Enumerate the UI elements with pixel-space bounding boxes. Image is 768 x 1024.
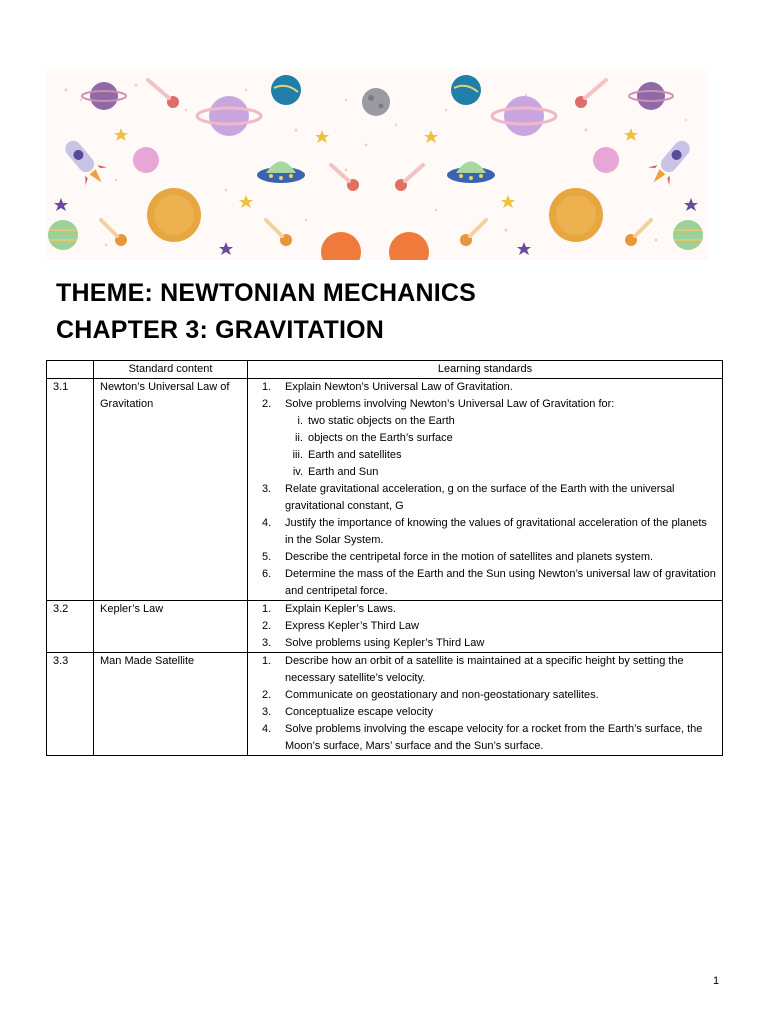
- list-item: [254, 396, 716, 481]
- comet-icon: [460, 220, 486, 246]
- list-item: [254, 618, 716, 635]
- list-item: [254, 379, 716, 396]
- item-number: 6.: [262, 568, 272, 580]
- item-text: Solve problems using Kepler’s Third Law: [285, 637, 485, 649]
- chapter-heading: CHAPTER 3: GRAVITATION: [56, 316, 385, 344]
- comet-icon: [148, 80, 179, 108]
- sub-list: [285, 413, 716, 481]
- item-text: Describe how an orbit of a satellite is maintained at a specific height by setting the necessary satellite’s velocity.: [285, 655, 684, 684]
- sub-item-text: two static objects on the Earth: [308, 415, 455, 427]
- planet-icon: [593, 147, 619, 173]
- item-text: Explain Newton’s Universal Law of Gravitation.: [285, 381, 513, 393]
- item-text: Solve problems involving Newton’s Universal Law of Gravitation for:: [285, 398, 615, 410]
- sub-item-number: iii.: [292, 449, 303, 461]
- planet-icon: [82, 82, 126, 110]
- item-number: 4.: [262, 723, 272, 735]
- sub-item-text: Earth and satellites: [308, 449, 402, 461]
- ufo-icon: [257, 162, 305, 184]
- item-text: Determine the mass of the Earth and the Sun using Newton’s universal law of gravitation and centripetal force.: [285, 568, 716, 597]
- section-code: 3.3: [47, 653, 94, 756]
- item-text: Relate gravitational acceleration, g on the surface of the Earth with the universal gravitational constant, G: [285, 483, 675, 512]
- sub-item-number: iv.: [292, 466, 303, 478]
- list-item: [254, 566, 716, 600]
- item-number: 5.: [262, 551, 272, 563]
- learning-standards-cell: [248, 653, 723, 756]
- item-number: 3.: [262, 706, 272, 718]
- rocket-icon: [57, 134, 112, 192]
- item-number: 2.: [262, 398, 272, 410]
- item-number: 2.: [262, 620, 272, 632]
- planet-icon: [271, 75, 301, 105]
- table-row: [47, 601, 723, 653]
- learning-standards-cell: [248, 601, 723, 653]
- item-text: Explain Kepler’s Laws.: [285, 603, 396, 615]
- item-number: 2.: [262, 689, 272, 701]
- header-learning-standards: Learning standards: [248, 361, 723, 379]
- list-item: [254, 601, 716, 618]
- learning-standards-list: [254, 653, 716, 755]
- comet-icon: [266, 220, 292, 246]
- list-item: [254, 704, 716, 721]
- planet-icon: [133, 147, 159, 173]
- section-code: 3.1: [47, 379, 94, 601]
- planet-icon: [629, 82, 673, 110]
- list-item: [254, 481, 716, 515]
- list-item: [254, 687, 716, 704]
- standard-content: Man Made Satellite: [94, 653, 248, 756]
- sub-item-number: i.: [297, 415, 303, 427]
- learning-standards-list: [254, 379, 716, 600]
- item-text: Justify the importance of knowing the values of gravitational acceleration of the planets in the Solar System.: [285, 517, 707, 546]
- theme-heading: THEME: NEWTONIAN MECHANICS: [56, 279, 477, 307]
- table-row: [47, 379, 723, 601]
- item-number: 1.: [262, 381, 272, 393]
- sub-item-number: ii.: [295, 432, 303, 444]
- ufo-icon: [447, 162, 495, 184]
- list-item: [254, 721, 716, 755]
- learning-standards-table: [46, 360, 723, 756]
- standard-content: Newton’s Universal Law of Gravitation: [94, 379, 248, 601]
- item-number: 3.: [262, 483, 272, 495]
- header-code: [47, 361, 94, 379]
- list-item: [254, 653, 716, 687]
- sun-icon: [147, 188, 201, 242]
- planet-icon: [48, 220, 78, 250]
- header-standard-content: Standard content: [94, 361, 248, 379]
- rocket-icon: [643, 134, 698, 192]
- comet-icon: [575, 80, 606, 108]
- sub-list-item: [285, 413, 716, 430]
- planet-icon: [197, 96, 261, 136]
- item-text: Conceptualize escape velocity: [285, 706, 433, 718]
- item-text: Solve problems involving the escape velocity for a rocket from the Earth’s surface, the Moon’s surface, Mars’ surface and the Sun’s surface.: [285, 723, 703, 752]
- planet-icon: [673, 220, 703, 250]
- space-banner: [46, 70, 708, 260]
- comet-icon: [395, 165, 423, 191]
- sun-icon: [549, 188, 603, 242]
- planet-icon: [451, 75, 481, 105]
- planet-icon: [492, 96, 556, 136]
- item-number: 3.: [262, 637, 272, 649]
- comet-icon: [101, 220, 127, 246]
- standard-content: Kepler’s Law: [94, 601, 248, 653]
- comet-icon: [331, 165, 359, 191]
- table-header-row: [47, 361, 723, 379]
- sub-item-text: Earth and Sun: [308, 466, 379, 478]
- item-number: 4.: [262, 517, 272, 529]
- sub-list-item: [285, 430, 716, 447]
- planet-icon: [321, 232, 361, 260]
- list-item: [254, 635, 716, 652]
- sub-item-text: objects on the Earth’s surface: [308, 432, 453, 444]
- learning-standards-list: [254, 601, 716, 652]
- planet-icon: [389, 232, 429, 260]
- item-number: 1.: [262, 655, 272, 667]
- sub-list-item: [285, 447, 716, 464]
- learning-standards-cell: [248, 379, 723, 601]
- list-item: [254, 549, 716, 566]
- table-row: [47, 653, 723, 756]
- comet-icon: [625, 220, 651, 246]
- item-text: Communicate on geostationary and non-geostationary satellites.: [285, 689, 599, 701]
- page-number: 1: [713, 975, 720, 987]
- sub-list-item: [285, 464, 716, 481]
- list-item: [254, 515, 716, 549]
- space-illustration: [46, 70, 708, 260]
- item-text: Express Kepler’s Third Law: [285, 620, 419, 632]
- section-code: 3.2: [47, 601, 94, 653]
- moon-icon: [362, 88, 390, 116]
- item-number: 1.: [262, 603, 272, 615]
- item-text: Describe the centripetal force in the motion of satellites and planets system.: [285, 551, 654, 563]
